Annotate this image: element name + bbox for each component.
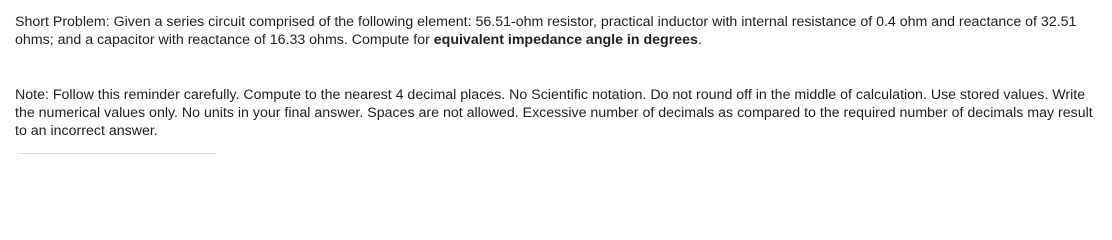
divider-line (18, 153, 216, 154)
question-prefix: Short Problem: Given a series circuit comprised of the following element: 56.51-ohm resistor, practical inductor with internal resistance of 0.4 ohm and reactance of 32.51 ohms; and a capacitor with reactance of 16.33 ohms. Compute for (15, 14, 1077, 48)
question-suffix: . (697, 32, 702, 48)
question-paragraph (15, 13, 1105, 49)
question-emphasis: equivalent impedance angle in degrees (433, 32, 698, 48)
question-text-block (15, 13, 1105, 49)
note-text-block (15, 86, 1107, 140)
note-paragraph: Note: Follow this reminder carefully. Compute to the nearest 4 decimal places. No Scientific notation. Do not round off in the middle of calculation. Use stored values. Write the numerical values only. No units in your final answer. Spaces are not allowed. Excessive number of decimals as compared to the required number of decimals may result to an incorrect answer. (15, 87, 1093, 139)
